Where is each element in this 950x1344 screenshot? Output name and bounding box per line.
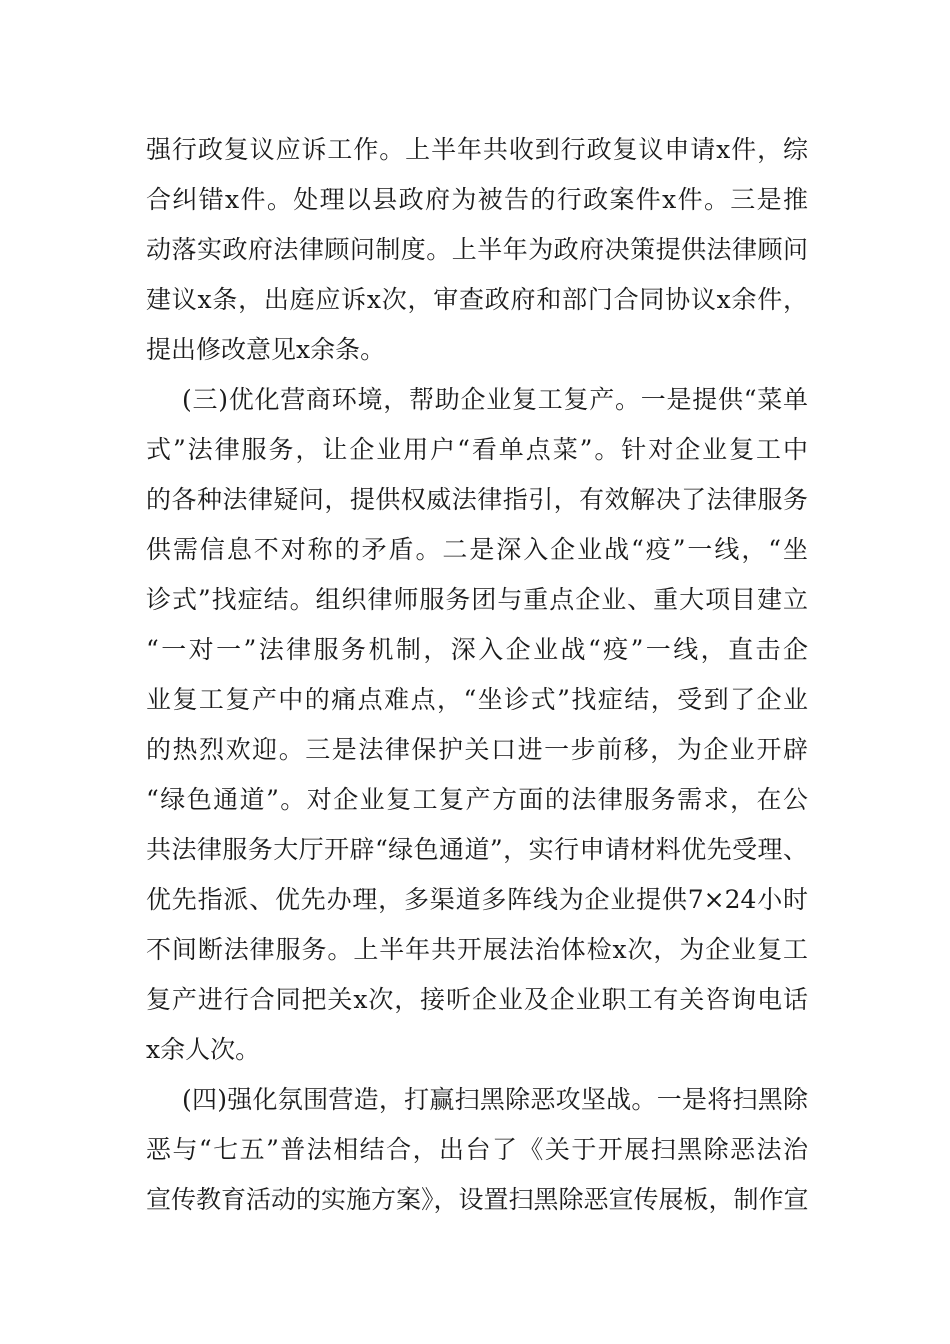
section-heading-line: (三)优化营商环境，帮助企业复工复产。一是提供“菜单 [182, 385, 808, 414]
section-heading-line: (四)强化氛围营造，打赢扫黑除恶攻坚战。一是将扫黑除 [182, 1085, 808, 1114]
text-line: 的各种法律疑问，提供权威法律指引，有效解决了法律服务 [146, 485, 808, 514]
text-line: “绿色通道”。对企业复工复产方面的法律服务需求，在公 [146, 785, 808, 814]
text-line: 复产进行合同把关x次，接听企业及企业职工有关咨询电话 [146, 985, 808, 1014]
text-line: 不间断法律服务。上半年共开展法治体检x次，为企业复工 [146, 935, 808, 964]
text-line: 式”法律服务，让企业用户“看单点菜”。针对企业复工中 [146, 435, 808, 464]
text-line: “一对一”法律服务机制，深入企业战“疫”一线，直击企 [146, 635, 808, 664]
text-line: 强行政复议应诉工作。上半年共收到行政复议申请x件，综 [146, 135, 808, 164]
text-line: 共法律服务大厅开辟“绿色通道”，实行申请材料优先受理、 [146, 835, 808, 864]
text-line: 提出修改意见x余条。 [146, 335, 386, 364]
text-line: x余人次。 [146, 1035, 261, 1064]
text-line: 业复工复产中的痛点难点，“坐诊式”找症结，受到了企业 [146, 685, 808, 714]
text-line: 优先指派、优先办理，多渠道多阵线为企业提供7×24小时 [146, 885, 808, 914]
text-line: 的热烈欢迎。三是法律保护关口进一步前移，为企业开辟 [146, 735, 808, 764]
text-line: 合纠错x件。处理以县政府为被告的行政案件x件。三是推 [146, 185, 808, 214]
text-line: 宣传教育活动的实施方案》，设置扫黑除恶宣传展板，制作宣 [146, 1185, 809, 1214]
text-line: 动落实政府法律顾问制度。上半年为政府决策提供法律顾问 [146, 235, 808, 264]
text-line: 建议x条，出庭应诉x次，审查政府和部门合同协议x余件， [146, 285, 808, 314]
text-line: 诊式”找症结。组织律师服务团与重点企业、重大项目建立 [146, 585, 808, 614]
text-line: 恶与“七五”普法相结合，出台了《关于开展扫黑除恶法治 [146, 1135, 808, 1164]
text-line: 供需信息不对称的矛盾。二是深入企业战“疫”一线，“坐 [146, 535, 808, 564]
